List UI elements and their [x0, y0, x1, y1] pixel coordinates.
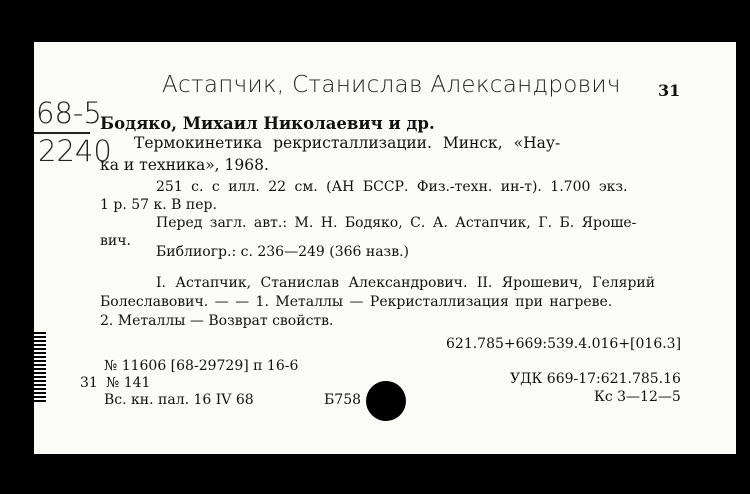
udk-code: УДК 669-17:621.785.16 [510, 371, 681, 387]
handwritten-call-number-top: 68-5 [36, 96, 102, 130]
chamber-info: Вс. кн. пал. 16 IV 68 [104, 392, 254, 408]
tracings-line-3: 2. Металлы — Возврат свойств. [100, 313, 334, 329]
author-heading: Бодяко, Михаил Николаевич и др. [100, 114, 435, 133]
title-line-1: Термокинетика рекристаллизации. Минск, «Нау- [134, 134, 561, 152]
print-code: Б758 [324, 392, 362, 408]
ink-blot [366, 381, 406, 421]
physical-description-line-2: 1 р. 57 к. В пер. [100, 197, 217, 213]
handwritten-added-name: Астапчик, Станислав Александрович [162, 72, 621, 98]
bibliography-note: Библиогр.: с. 236—249 (366 назв.) [156, 244, 409, 260]
handwritten-call-number-bottom: 2240 [38, 134, 112, 168]
tracings-line-2: Болеславович. — — 1. Металлы — Рекристаллизация при нагреве. [100, 294, 613, 310]
kc-code: Кс 3—12—5 [594, 389, 681, 405]
classification-index: 621.785+669:539.4.016+[016.3] [446, 336, 682, 352]
record-number: № 11606 [68-29729] п 16-6 [104, 358, 299, 374]
authors-note-line-2: вич. [100, 233, 131, 249]
header-number: 31 [658, 81, 681, 100]
title-line-2: ка и техника», 1968. [100, 156, 269, 174]
physical-description-line-1: 251 с. с илл. 22 см. (АН БССР. Физ.-техн. ин-т). 1.700 экз. [156, 179, 628, 195]
issue-number: № 141 [106, 375, 151, 391]
tracings-line-1: I. Астапчик, Станислав Александрович. II. Ярошевич, Гелярий [156, 275, 656, 291]
authors-note-line-1: Перед загл. авт.: М. Н. Бодяко, С. А. Астапчик, Г. Б. Ярошe- [156, 215, 637, 231]
card-edge-mark [34, 332, 46, 402]
page-prefix: 31 [80, 375, 98, 391]
